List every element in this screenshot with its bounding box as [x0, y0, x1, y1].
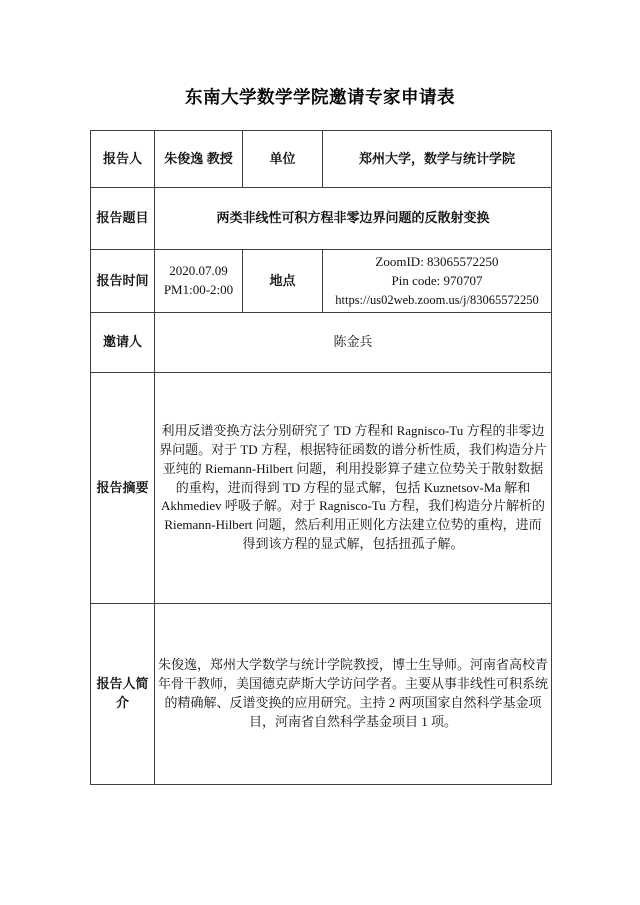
- row-talk-title: [91, 188, 552, 250]
- talk-time-label: 报告时间: [91, 250, 155, 313]
- inviter-label: 邀请人: [91, 313, 155, 373]
- inviter-value: 陈金兵: [155, 313, 552, 373]
- talk-title-label: 报告题目: [91, 188, 155, 250]
- row-abstract: [91, 373, 552, 604]
- speaker-label: 报告人: [91, 131, 155, 188]
- venue-meeting-link: https://us02web.zoom.us/j/83065572250: [335, 292, 539, 307]
- bio-label: 报告人简介: [91, 604, 155, 785]
- abstract-label: 报告摘要: [91, 373, 155, 604]
- bio-text: 朱俊逸，郑州大学数学与统计学院教授，博士生导师。河南省高校青年骨干教师，美国德克萨斯大学访问学者。主要从事非线性可积系统的精确解、反谱变换的应用研究。主持 2 两项国家自然科学基金项目，河南省自然科学基金项目 1 项。: [155, 604, 552, 785]
- venue-label: 地点: [243, 250, 323, 313]
- talk-title-value: 两类非线性可积方程非零边界问题的反散射变换: [155, 188, 552, 250]
- talk-time-hours: PM1:00-2:00: [163, 282, 234, 297]
- speaker-value: 朱俊逸 教授: [155, 131, 243, 188]
- venue-zoom-id: ZoomID: 83065572250: [375, 254, 499, 270]
- venue-value: [323, 250, 552, 313]
- abstract-text: 利用反谱变换方法分别研究了 TD 方程和 Ragnisco-Tu 方程的非零边界问题。对于 TD 方程，根据特征函数的谱分析性质，我们构造分片亚纯的 Riemann-Hilbert 问题，利用投影算子建立位势关于散射数据的重构，进而得到 TD 方程的显式解，包括 Kuznetsov-Ma 解和 Akhmediev 呼吸子解。对于 Ragnisco-Tu 方程，我们构造分片解析的 Riemann-Hilbert 问题，然后利用正则化方法建立位势的重构，进而得到该方程的显式解，包括扭孤子解。: [155, 373, 552, 604]
- row-bio: [91, 604, 552, 785]
- row-speaker: [91, 131, 552, 188]
- talk-time-value: [155, 250, 243, 313]
- affiliation-label: 单位: [243, 131, 323, 188]
- application-form-table: [90, 130, 552, 785]
- row-inviter: [91, 313, 552, 373]
- page-title: 东南大学数学学院邀请专家申请表: [185, 87, 455, 107]
- row-time-venue: [91, 250, 552, 313]
- affiliation-value: 郑州大学，数学与统计学院: [323, 131, 552, 188]
- venue-pin-code: Pin code: 970707: [391, 272, 483, 288]
- talk-time-date: 2020.07.09: [169, 263, 228, 279]
